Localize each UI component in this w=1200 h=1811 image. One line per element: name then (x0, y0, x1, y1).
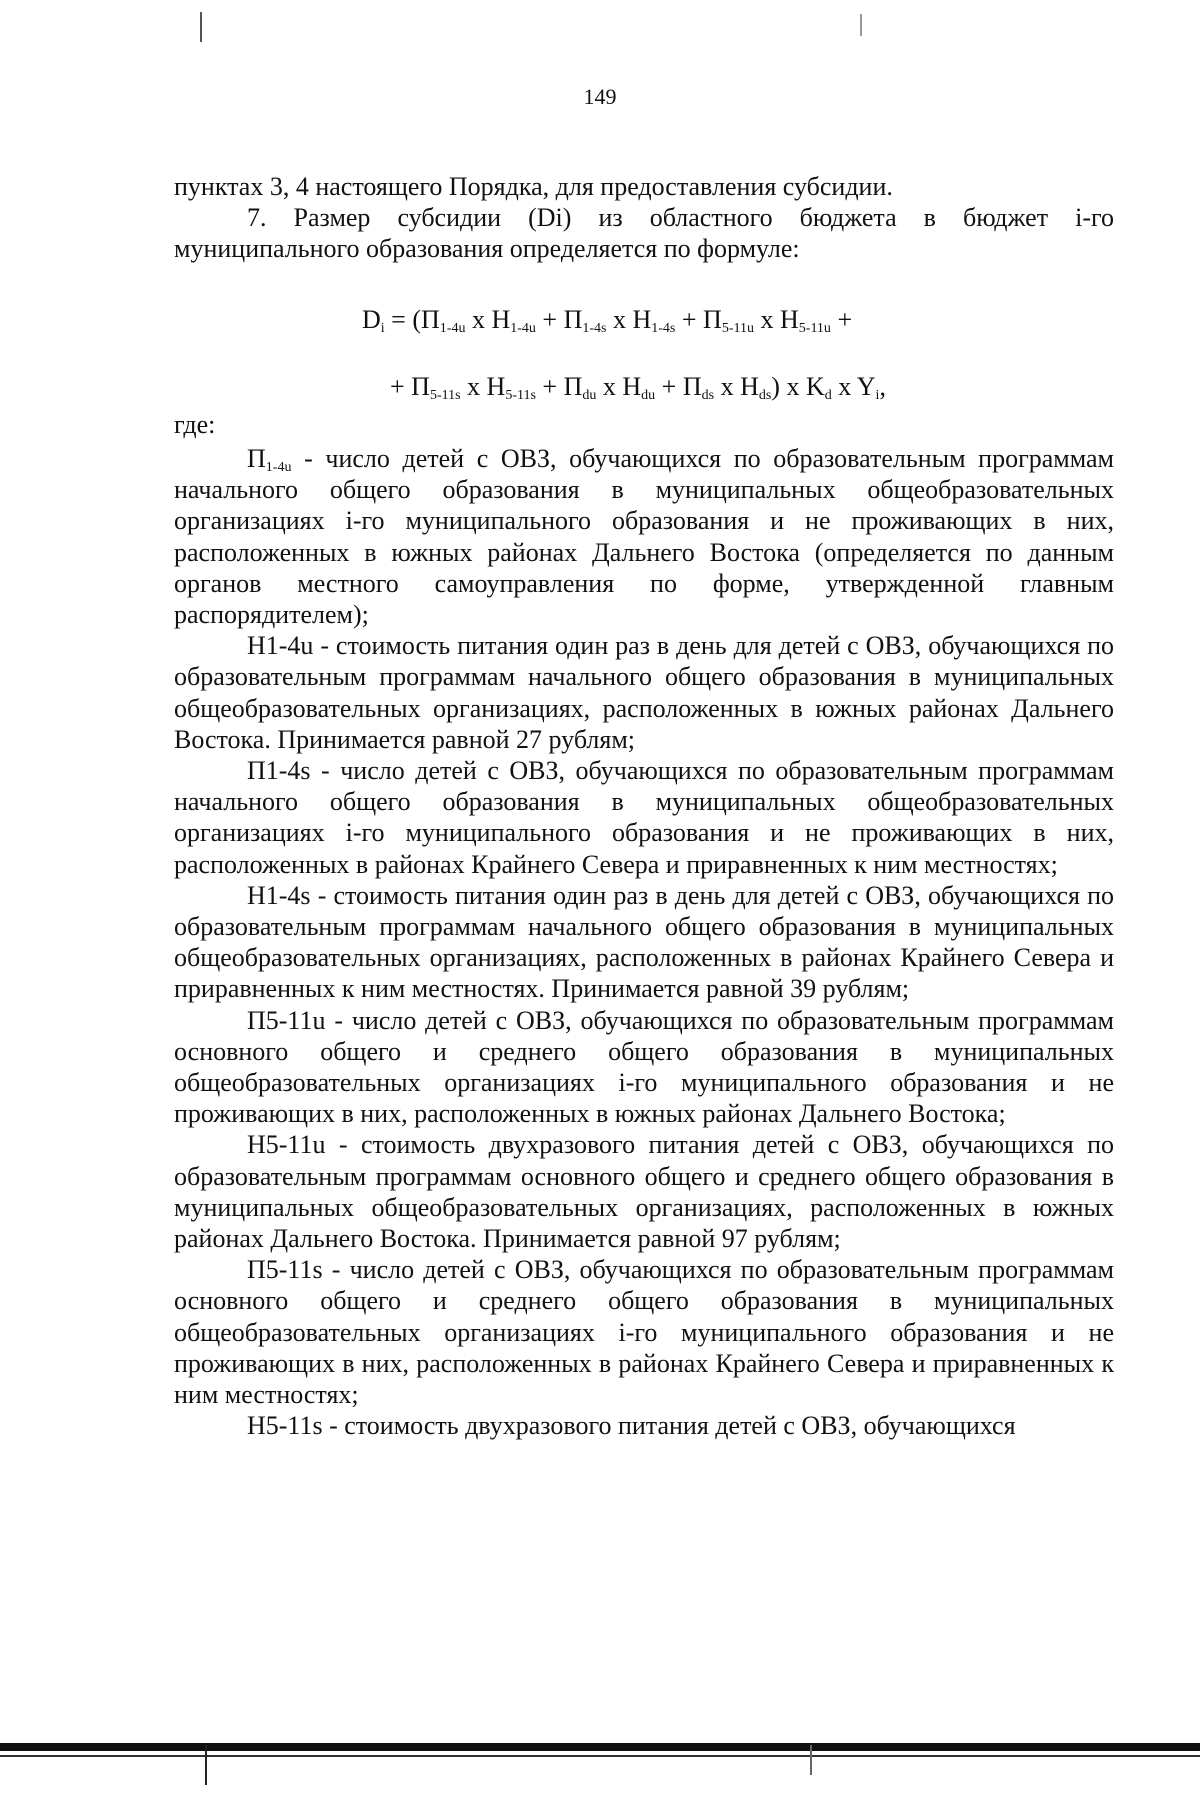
formula-subscript: 5-11s (505, 388, 536, 403)
formula-text: + П (675, 305, 722, 334)
definition-p5-11u: П5-11u - число детей с ОВЗ, обучающихся по образовательным программам основного общего и среднего общего образования в муниципальных общеобразовательных организациях i-го муниципального образования и не проживающих в них, расположенных в южных районах Дальнего Востока; (174, 1005, 1114, 1129)
formula-subscript: 5-11s (429, 388, 461, 403)
formula-text: + П (390, 372, 430, 401)
formula-subscript: i (380, 321, 385, 336)
formula-text: + П (535, 372, 583, 401)
definition-p5-11s: П5-11s - число детей с ОВЗ, обучающихся по образовательным программам основного общего и среднего общего образования в муниципальных общеобразовательных организациях i-го муниципального образования и не проживающих в них, расположенных в районах Крайнего Севера и приравненных к ним местностях; (174, 1255, 1114, 1410)
formula-text: x H (596, 372, 642, 401)
scan-edge-bottom (0, 1743, 1200, 1751)
definition-h5-11s: Н5-11s - стоимость двухразового питания детей с ОВЗ, обучающихся (247, 1411, 1016, 1441)
scan-artifact-top-right (860, 14, 862, 36)
formula-subscript: d (824, 388, 832, 403)
formula-text: x Y (831, 372, 876, 401)
intro-line: пунктах 3, 4 настоящего Порядка, для предоставления субсидии. (174, 172, 893, 201)
formula-text: , (879, 372, 886, 401)
formula-text: x H (754, 305, 799, 334)
formula-subscript: ds (758, 388, 772, 403)
formula-text: x H (460, 372, 506, 401)
scan-edge-bottom-thin (0, 1755, 1200, 1757)
formula-subscript: i (875, 388, 880, 403)
formula-text: = (П (384, 305, 440, 334)
formula-line-2 (390, 372, 886, 402)
definition-p1-4s: П1-4s - число детей с ОВЗ, обучающихся по образовательным программам начального общего образования в муниципальных общеобразовательных организациях i-го муниципального образования и не проживающих в них, расположенных в районах Крайнего Севера и приравненных к ним местностях; (174, 756, 1114, 879)
symbol: П (247, 444, 266, 473)
formula-subscript: du (641, 388, 656, 403)
definition-h5-11u: Н5-11u - стоимость двухразового питания детей с ОВЗ, обучающихся по образовательным программам основного общего и среднего общего образования в муниципальных общеобразовательных организациях, расположенных в южных районах Дальнего Востока. Принимается равной 97 рублям; (174, 1130, 1114, 1254)
paragraph-7: 7. Размер субсидии (Di) из областного бюджета в бюджет i-го муниципального образования определяется по формуле: (174, 203, 1114, 264)
formula-text: + П (535, 305, 583, 334)
formula-text: + П (655, 372, 702, 401)
formula-text: x H (465, 305, 511, 334)
formula-subscript: 5-11u (721, 321, 754, 336)
formula-subscript: ds (701, 388, 715, 403)
formula-text: x H (714, 372, 759, 401)
formula-subscript: du (582, 388, 597, 403)
where-label: где: (174, 410, 216, 439)
intro-block (174, 171, 1114, 265)
formula-subscript: 1-4u (510, 321, 536, 336)
scan-artifact-top-left (200, 12, 202, 42)
scan-artifact-bottom-right (810, 1745, 812, 1775)
formula-line-1 (362, 305, 852, 335)
formula-subscript: 5-11u (798, 321, 831, 336)
symbol-subscript: 1-4u (265, 460, 292, 475)
definition-h1-4u: Н1-4u - стоимость питания один раз в день для детей с ОВЗ, обучающихся по образовательным программам начального общего образования в муниципальных общеобразовательных организациях, расположенных в южных районах Дальнего Востока. Принимается равной 27 рублям; (174, 631, 1114, 754)
definition-text: - число детей с ОВЗ, обучающихся по образовательным программам начального общего образования в муниципальных общеобразовательных организациях i-го муниципального образования и не проживающих в них, расположенных в южных районах Дальнего Востока (определяется по данным органов местного самоуправления по форме, утвержденной главным распорядителем); (174, 444, 1114, 630)
formula-subscript: 1-4s (651, 321, 676, 336)
formula-subscript: 1-4u (439, 321, 466, 336)
definition-p1-4u (174, 443, 1114, 630)
definitions-block (174, 443, 1114, 1442)
scan-artifact-bottom-left (205, 1745, 207, 1785)
formula-text: + (830, 305, 853, 334)
page-number: 149 (583, 84, 617, 109)
definition-h1-4s: Н1-4s - стоимость питания один раз в день для детей с ОВЗ, обучающихся по образовательным программам начального общего образования в муниципальных общеобразовательных организациях, расположенных в районах Крайнего Севера и приравненных к ним местностях. Принимается равной 39 рублям; (174, 880, 1114, 1004)
formula-text: ) x K (771, 372, 825, 401)
formula-text: D (362, 305, 381, 334)
formula-text: x H (606, 305, 652, 334)
formula-subscript: 1-4s (582, 321, 607, 336)
